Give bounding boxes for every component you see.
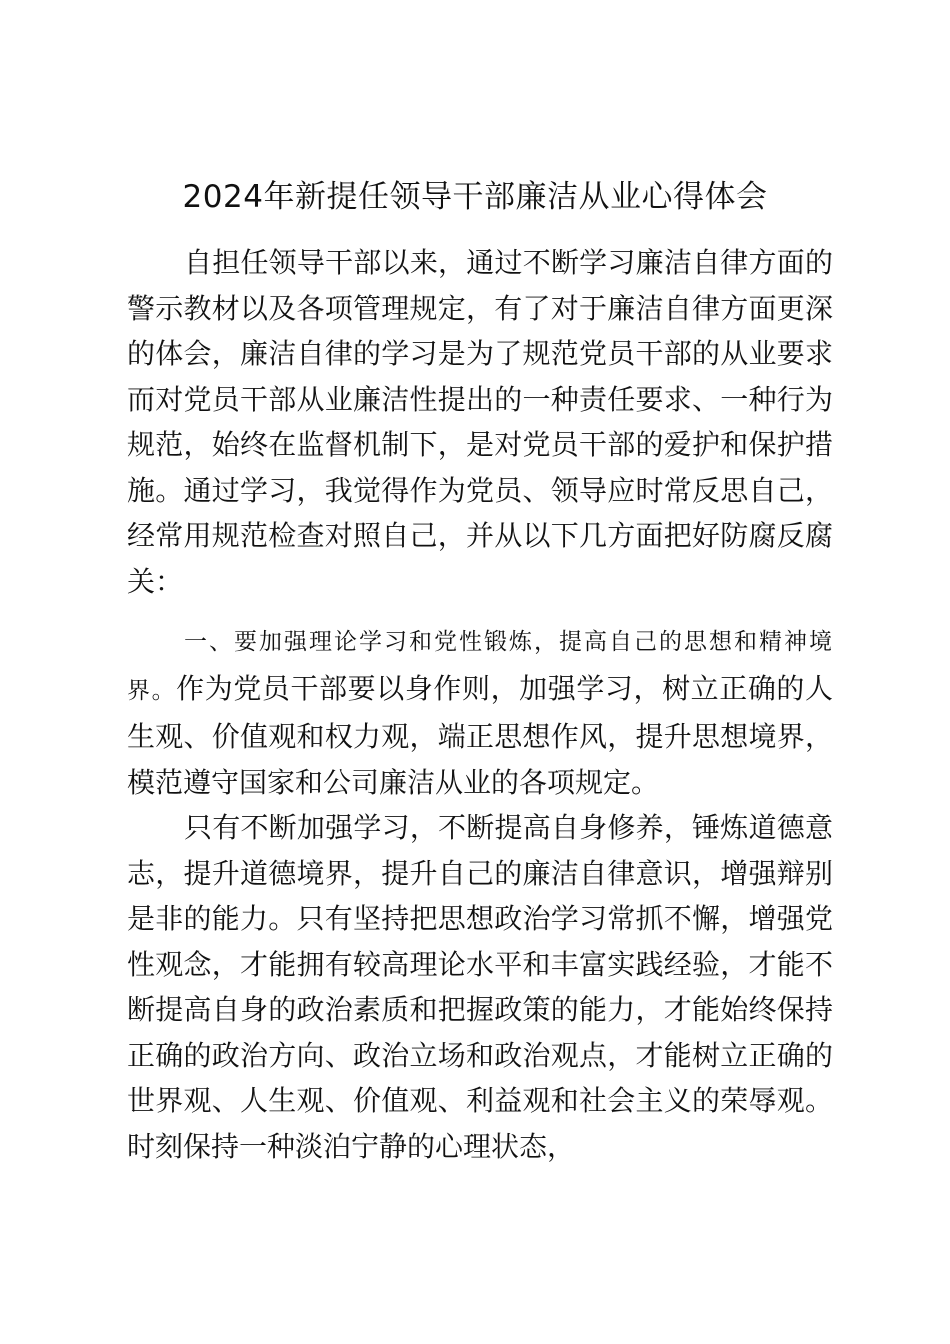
document-title: 2024年新提任领导干部廉洁从业心得体会 bbox=[182, 179, 768, 215]
section-heading: 一、要加强理论学习和党性锻炼，提高自己的思想和精神境界。 bbox=[127, 629, 833, 704]
paragraph-text: 作为党员干部要以身作则，加强学习，树立正确的人生观、价值观和权力观，端正思想作风，提升思想境界，模范遵守国家和公司廉洁从业的各项规定。 bbox=[127, 671, 833, 799]
paragraph-text: 只有不断加强学习，不断提高自身修养，锤炼道德意志，提升道德境界，提升自己的廉洁自律意识，增强辩别是非的能力。只有坚持把思想政治学习常抓不懈，增强党性观念，才能拥有较高理论水平和丰富实践经验，才能不断提高自身的政治素质和把握政策的能力，才能始终保持正确的政治方向、政治立场和政治观点，才能树立正确的世界观、人生观、价值观、利益观和社会主义的荣辱观。时刻保持一种淡泊宁静的心理状态， bbox=[127, 811, 833, 1163]
paragraph-intro bbox=[127, 240, 833, 604]
paragraph-study bbox=[127, 805, 833, 1169]
paragraph-text: 自担任领导干部以来，通过不断学习廉洁自律方面的警示教材以及各项管理规定，有了对于廉洁自律方面更深的体会，廉洁自律的学习是为了规范党员干部的从业要求而对党员干部从业廉洁性提出的一种责任要求、一种行为规范，始终在监督机制下，是对党员干部的爱护和保护措施。通过学习，我觉得作为党员、领导应时常反思自己，经常用规范检查对照自己，并从以下几方面把好防腐反腐关： bbox=[127, 246, 833, 598]
paragraph-section-one bbox=[127, 617, 833, 805]
